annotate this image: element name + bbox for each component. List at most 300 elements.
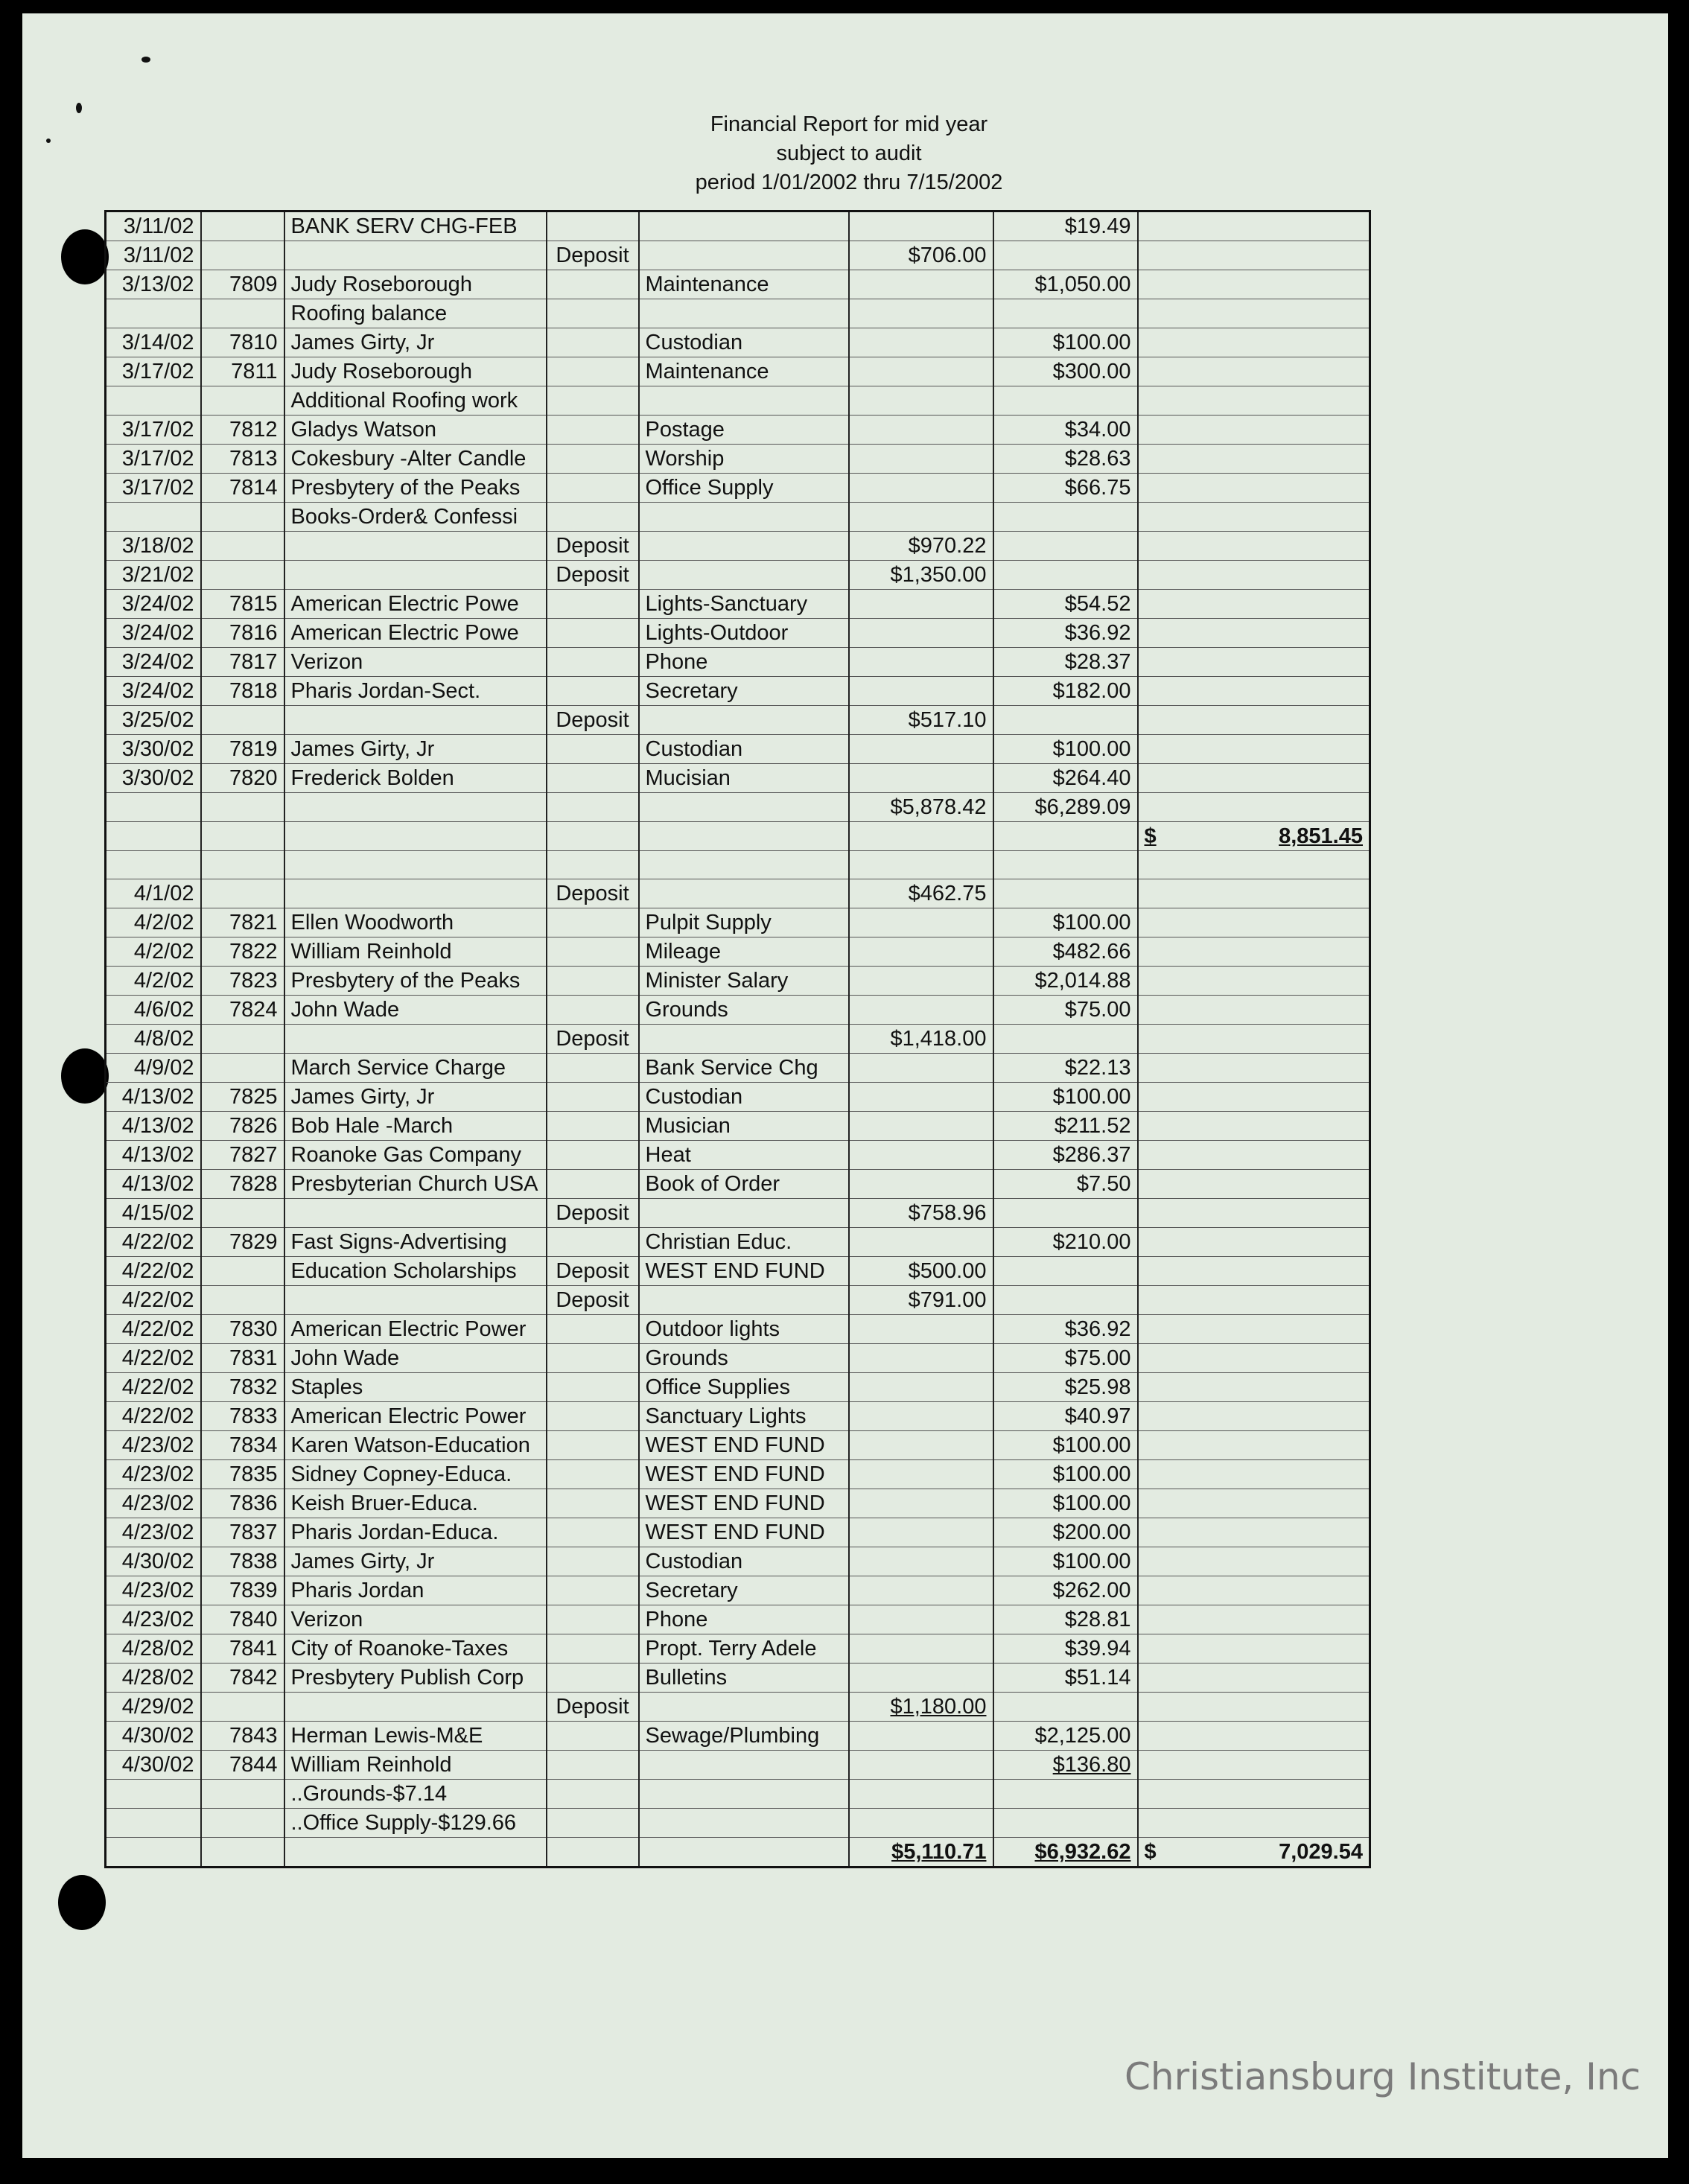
payee-cell — [284, 1025, 547, 1054]
deposit-cell — [849, 822, 993, 851]
category-cell — [639, 241, 849, 270]
check-number-cell: 7826 — [201, 1112, 284, 1141]
table-row — [106, 1286, 1370, 1315]
type-cell — [547, 1344, 639, 1373]
payee-cell: Verizon — [284, 1605, 547, 1634]
payment-cell: $28.37 — [993, 648, 1138, 677]
date-cell — [106, 1838, 201, 1868]
type-cell — [547, 1112, 639, 1141]
table-row — [106, 1518, 1370, 1547]
total-cell — [1138, 386, 1370, 416]
total-cell — [1138, 1605, 1370, 1634]
table-row — [106, 1576, 1370, 1605]
category-cell: Custodian — [639, 1547, 849, 1576]
date-cell: 4/23/02 — [106, 1489, 201, 1518]
payment-cell: $200.00 — [993, 1518, 1138, 1547]
check-number-cell: 7840 — [201, 1605, 284, 1634]
type-cell — [547, 1605, 639, 1634]
table-row — [106, 937, 1370, 967]
total-cell — [1138, 1460, 1370, 1489]
payment-cell: $75.00 — [993, 996, 1138, 1025]
check-number-cell: 7812 — [201, 416, 284, 445]
check-number-cell — [201, 793, 284, 822]
check-number-cell — [201, 706, 284, 735]
category-cell — [639, 1780, 849, 1809]
check-number-cell: 7827 — [201, 1141, 284, 1170]
table-row — [106, 328, 1370, 357]
type-cell — [547, 967, 639, 996]
category-cell: Pulpit Supply — [639, 908, 849, 937]
deposit-cell — [849, 474, 993, 503]
category-cell — [639, 793, 849, 822]
payee-cell: Ellen Woodworth — [284, 908, 547, 937]
payment-cell — [993, 1809, 1138, 1838]
deposit-cell: $1,418.00 — [849, 1025, 993, 1054]
payment-cell: $100.00 — [993, 1460, 1138, 1489]
check-number-cell: 7811 — [201, 357, 284, 386]
title-line-3: period 1/01/2002 thru 7/15/2002 — [695, 171, 1003, 194]
date-cell: 4/23/02 — [106, 1518, 201, 1547]
check-number-cell — [201, 211, 284, 241]
table-row — [106, 908, 1370, 937]
type-cell — [547, 1634, 639, 1664]
deposit-cell — [849, 851, 993, 879]
total-cell — [1138, 1751, 1370, 1780]
deposit-cell — [849, 1402, 993, 1431]
total-cell — [1138, 735, 1370, 764]
check-number-cell: 7843 — [201, 1722, 284, 1751]
table-row — [106, 1112, 1370, 1141]
deposit-cell — [849, 386, 993, 416]
payee-cell: Roofing balance — [284, 299, 547, 328]
payment-cell: $19.49 — [993, 211, 1138, 241]
total-cell — [1138, 1576, 1370, 1605]
deposit-cell — [849, 1489, 993, 1518]
payment-cell — [993, 1025, 1138, 1054]
type-cell: Deposit — [547, 1199, 639, 1228]
check-number-cell: 7825 — [201, 1083, 284, 1112]
total-cell — [1138, 1809, 1370, 1838]
table-row — [106, 706, 1370, 735]
total-cell — [1138, 416, 1370, 445]
table-row — [106, 1605, 1370, 1634]
type-cell — [547, 1141, 639, 1170]
type-cell — [547, 1518, 639, 1547]
category-cell: Grounds — [639, 1344, 849, 1373]
total-cell — [1138, 996, 1370, 1025]
type-cell — [547, 735, 639, 764]
deposit-cell — [849, 1315, 993, 1344]
payment-cell — [993, 299, 1138, 328]
type-cell — [547, 1228, 639, 1257]
speck — [76, 103, 82, 113]
date-cell: 4/28/02 — [106, 1664, 201, 1693]
payment-cell: $34.00 — [993, 416, 1138, 445]
total-cell — [1138, 822, 1370, 851]
type-cell — [547, 299, 639, 328]
date-cell — [106, 503, 201, 532]
check-number-cell — [201, 1054, 284, 1083]
total-cell — [1138, 967, 1370, 996]
check-number-cell: 7831 — [201, 1344, 284, 1373]
date-cell: 3/14/02 — [106, 328, 201, 357]
total-cell — [1138, 764, 1370, 793]
payment-cell — [993, 1286, 1138, 1315]
deposit-cell — [849, 1460, 993, 1489]
payee-cell: James Girty, Jr — [284, 1083, 547, 1112]
deposit-cell: $970.22 — [849, 532, 993, 561]
payee-cell: City of Roanoke-Taxes — [284, 1634, 547, 1664]
payee-cell: Pharis Jordan — [284, 1576, 547, 1605]
type-cell — [547, 1431, 639, 1460]
deposit-cell: $1,350.00 — [849, 561, 993, 590]
table-row — [106, 1141, 1370, 1170]
table-row — [106, 1199, 1370, 1228]
deposit-cell — [849, 764, 993, 793]
type-cell — [547, 1722, 639, 1751]
payment-cell: $2,125.00 — [993, 1722, 1138, 1751]
speck — [46, 139, 51, 143]
type-cell: Deposit — [547, 241, 639, 270]
currency-symbol: $ — [1144, 824, 1157, 848]
payment-cell: $40.97 — [993, 1402, 1138, 1431]
payment-cell: $182.00 — [993, 677, 1138, 706]
category-cell: Secretary — [639, 677, 849, 706]
category-cell: Book of Order — [639, 1170, 849, 1199]
check-number-cell: 7809 — [201, 270, 284, 299]
date-cell: 3/30/02 — [106, 764, 201, 793]
category-cell — [639, 211, 849, 241]
table-row — [106, 1054, 1370, 1083]
check-number-cell: 7834 — [201, 1431, 284, 1460]
total-cell — [1138, 1257, 1370, 1286]
payee-cell: Pharis Jordan-Sect. — [284, 677, 547, 706]
watermark: Christiansburg Institute, Inc — [1125, 2055, 1641, 2098]
category-cell: Custodian — [639, 735, 849, 764]
check-number-cell — [201, 1838, 284, 1868]
payment-cell — [993, 386, 1138, 416]
type-cell — [547, 648, 639, 677]
punch-hole-middle — [61, 1048, 109, 1104]
category-cell — [639, 1838, 849, 1868]
table-row — [106, 1170, 1370, 1199]
table-row — [106, 211, 1370, 241]
category-cell: WEST END FUND — [639, 1460, 849, 1489]
payment-cell: $211.52 — [993, 1112, 1138, 1141]
deposit-cell — [849, 1722, 993, 1751]
category-cell: Minister Salary — [639, 967, 849, 996]
payee-cell: Judy Roseborough — [284, 357, 547, 386]
payee-cell — [284, 241, 547, 270]
deposit-cell: $462.75 — [849, 879, 993, 908]
type-cell — [547, 1402, 639, 1431]
type-cell — [547, 328, 639, 357]
type-cell — [547, 270, 639, 299]
payment-cell: $286.37 — [993, 1141, 1138, 1170]
deposit-cell — [849, 1112, 993, 1141]
payment-cell: $100.00 — [993, 1083, 1138, 1112]
payee-cell — [284, 851, 547, 879]
date-cell: 4/23/02 — [106, 1431, 201, 1460]
date-cell — [106, 851, 201, 879]
date-cell: 4/22/02 — [106, 1228, 201, 1257]
type-cell: Deposit — [547, 1025, 639, 1054]
date-cell: 3/11/02 — [106, 211, 201, 241]
check-number-cell — [201, 1693, 284, 1722]
payee-cell: Presbytery Publish Corp — [284, 1664, 547, 1693]
date-cell: 4/2/02 — [106, 967, 201, 996]
category-cell: Bank Service Chg — [639, 1054, 849, 1083]
category-cell — [639, 503, 849, 532]
total-cell — [1138, 1664, 1370, 1693]
table-row — [106, 1402, 1370, 1431]
table-row — [106, 677, 1370, 706]
date-cell: 3/30/02 — [106, 735, 201, 764]
check-number-cell: 7824 — [201, 996, 284, 1025]
payment-cell: $264.40 — [993, 764, 1138, 793]
type-cell — [547, 1576, 639, 1605]
total-cell — [1138, 1402, 1370, 1431]
total-cell — [1138, 937, 1370, 967]
deposit-cell — [849, 357, 993, 386]
table-row — [106, 1083, 1370, 1112]
date-cell: 4/22/02 — [106, 1257, 201, 1286]
table-row — [106, 619, 1370, 648]
payee-cell — [284, 1838, 547, 1868]
date-cell: 4/23/02 — [106, 1605, 201, 1634]
payment-cell — [993, 1257, 1138, 1286]
type-cell — [547, 1054, 639, 1083]
date-cell — [106, 822, 201, 851]
deposit-cell — [849, 1170, 993, 1199]
payee-cell: Keish Bruer-Educa. — [284, 1489, 547, 1518]
deposit-cell: $5,878.42 — [849, 793, 993, 822]
type-cell — [547, 1809, 639, 1838]
payment-cell — [993, 561, 1138, 590]
check-number-cell — [201, 1809, 284, 1838]
total-cell — [1138, 1199, 1370, 1228]
category-cell: Lights-Sanctuary — [639, 590, 849, 619]
payee-cell: James Girty, Jr — [284, 328, 547, 357]
category-cell — [639, 851, 849, 879]
deposit-cell — [849, 996, 993, 1025]
date-cell: 3/13/02 — [106, 270, 201, 299]
table-row — [106, 416, 1370, 445]
table-row — [106, 1460, 1370, 1489]
date-cell: 4/22/02 — [106, 1315, 201, 1344]
deposit-cell — [849, 648, 993, 677]
type-cell — [547, 1170, 639, 1199]
payment-cell: $482.66 — [993, 937, 1138, 967]
payment-cell: $6,289.09 — [993, 793, 1138, 822]
total-cell — [1138, 1373, 1370, 1402]
date-cell: 3/17/02 — [106, 474, 201, 503]
category-cell — [639, 1809, 849, 1838]
payment-cell: $36.92 — [993, 1315, 1138, 1344]
table-row — [106, 590, 1370, 619]
table-row — [106, 357, 1370, 386]
payee-cell: ..Office Supply-$129.66 — [284, 1809, 547, 1838]
deposit-cell — [849, 1547, 993, 1576]
total-cell — [1138, 1693, 1370, 1722]
table-row — [106, 1228, 1370, 1257]
date-cell: 3/24/02 — [106, 677, 201, 706]
payment-cell: $100.00 — [993, 1431, 1138, 1460]
total-cell — [1138, 851, 1370, 879]
check-number-cell — [201, 851, 284, 879]
deposit-cell — [849, 1373, 993, 1402]
type-cell: Deposit — [547, 1286, 639, 1315]
payee-cell: James Girty, Jr — [284, 735, 547, 764]
category-cell: Musician — [639, 1112, 849, 1141]
type-cell — [547, 937, 639, 967]
check-number-cell: 7814 — [201, 474, 284, 503]
table-row — [106, 1634, 1370, 1664]
date-cell: 3/21/02 — [106, 561, 201, 590]
total-cell — [1138, 1722, 1370, 1751]
category-cell — [639, 532, 849, 561]
table-row — [106, 1780, 1370, 1809]
table-row — [106, 561, 1370, 590]
payee-cell — [284, 1693, 547, 1722]
payee-cell: Education Scholarships — [284, 1257, 547, 1286]
date-cell: 4/23/02 — [106, 1460, 201, 1489]
check-number-cell: 7821 — [201, 908, 284, 937]
table-row — [106, 299, 1370, 328]
check-number-cell: 7837 — [201, 1518, 284, 1547]
check-number-cell — [201, 532, 284, 561]
check-number-cell — [201, 1199, 284, 1228]
payee-cell: Frederick Bolden — [284, 764, 547, 793]
payee-cell: March Service Charge — [284, 1054, 547, 1083]
date-cell: 4/13/02 — [106, 1083, 201, 1112]
date-cell — [106, 793, 201, 822]
check-number-cell: 7832 — [201, 1373, 284, 1402]
deposit-cell — [849, 445, 993, 474]
payee-cell — [284, 532, 547, 561]
payee-cell — [284, 879, 547, 908]
table-row — [106, 1838, 1370, 1868]
payee-cell — [284, 706, 547, 735]
category-cell: Office Supply — [639, 474, 849, 503]
date-cell: 4/2/02 — [106, 937, 201, 967]
check-number-cell — [201, 299, 284, 328]
payment-cell: $66.75 — [993, 474, 1138, 503]
payment-cell — [993, 706, 1138, 735]
check-number-cell: 7841 — [201, 1634, 284, 1664]
date-cell: 3/18/02 — [106, 532, 201, 561]
payee-cell: Herman Lewis-M&E — [284, 1722, 547, 1751]
category-cell: Bulletins — [639, 1664, 849, 1693]
deposit-cell: $500.00 — [849, 1257, 993, 1286]
deposit-cell — [849, 1780, 993, 1809]
date-cell: 4/8/02 — [106, 1025, 201, 1054]
table-row — [106, 996, 1370, 1025]
deposit-cell: $1,180.00 — [849, 1693, 993, 1722]
date-cell: 4/22/02 — [106, 1344, 201, 1373]
payment-cell: $100.00 — [993, 328, 1138, 357]
type-cell — [547, 386, 639, 416]
payee-cell: James Girty, Jr — [284, 1547, 547, 1576]
category-cell — [639, 1751, 849, 1780]
payment-cell: $210.00 — [993, 1228, 1138, 1257]
check-number-cell — [201, 241, 284, 270]
total-cell — [1138, 879, 1370, 908]
payee-cell: John Wade — [284, 996, 547, 1025]
payment-cell: $51.14 — [993, 1664, 1138, 1693]
table-row — [106, 474, 1370, 503]
date-cell — [106, 1809, 201, 1838]
category-cell: WEST END FUND — [639, 1431, 849, 1460]
category-cell: Mileage — [639, 937, 849, 967]
type-cell — [547, 503, 639, 532]
date-cell — [106, 299, 201, 328]
date-cell: 4/9/02 — [106, 1054, 201, 1083]
date-cell: 4/13/02 — [106, 1112, 201, 1141]
table-row — [106, 1315, 1370, 1344]
table-row — [106, 648, 1370, 677]
category-cell: WEST END FUND — [639, 1489, 849, 1518]
deposit-cell — [849, 1344, 993, 1373]
payee-cell: Cokesbury -Alter Candle — [284, 445, 547, 474]
table-row — [106, 1809, 1370, 1838]
type-cell — [547, 357, 639, 386]
table-row — [106, 1344, 1370, 1373]
total-cell — [1138, 532, 1370, 561]
category-cell: Phone — [639, 648, 849, 677]
check-number-cell: 7836 — [201, 1489, 284, 1518]
type-cell — [547, 416, 639, 445]
check-number-cell: 7838 — [201, 1547, 284, 1576]
check-number-cell: 7819 — [201, 735, 284, 764]
date-cell: 3/24/02 — [106, 619, 201, 648]
payment-cell: $100.00 — [993, 1547, 1138, 1576]
deposit-cell — [849, 1664, 993, 1693]
deposit-cell — [849, 590, 993, 619]
payment-cell — [993, 851, 1138, 879]
deposit-cell: $706.00 — [849, 241, 993, 270]
type-cell — [547, 1780, 639, 1809]
punch-hole-bottom — [58, 1875, 106, 1930]
deposit-cell — [849, 967, 993, 996]
date-cell: 3/25/02 — [106, 706, 201, 735]
total-cell — [1138, 1547, 1370, 1576]
date-cell: 4/15/02 — [106, 1199, 201, 1228]
category-cell: Christian Educ. — [639, 1228, 849, 1257]
table-row — [106, 1257, 1370, 1286]
table-row — [106, 1751, 1370, 1780]
type-cell — [547, 1664, 639, 1693]
total-cell — [1138, 1112, 1370, 1141]
check-number-cell: 7830 — [201, 1315, 284, 1344]
table-row — [106, 1547, 1370, 1576]
check-number-cell: 7810 — [201, 328, 284, 357]
type-cell: Deposit — [547, 561, 639, 590]
category-cell — [639, 1693, 849, 1722]
payment-cell: $6,932.62 — [993, 1838, 1138, 1868]
payee-cell: BANK SERV CHG-FEB — [284, 211, 547, 241]
payee-cell — [284, 1199, 547, 1228]
table-row — [106, 793, 1370, 822]
type-cell — [547, 1460, 639, 1489]
payment-cell — [993, 879, 1138, 908]
check-number-cell: 7844 — [201, 1751, 284, 1780]
category-cell: WEST END FUND — [639, 1257, 849, 1286]
check-number-cell — [201, 561, 284, 590]
type-cell — [547, 1373, 639, 1402]
category-cell: Grounds — [639, 996, 849, 1025]
type-cell: Deposit — [547, 1693, 639, 1722]
